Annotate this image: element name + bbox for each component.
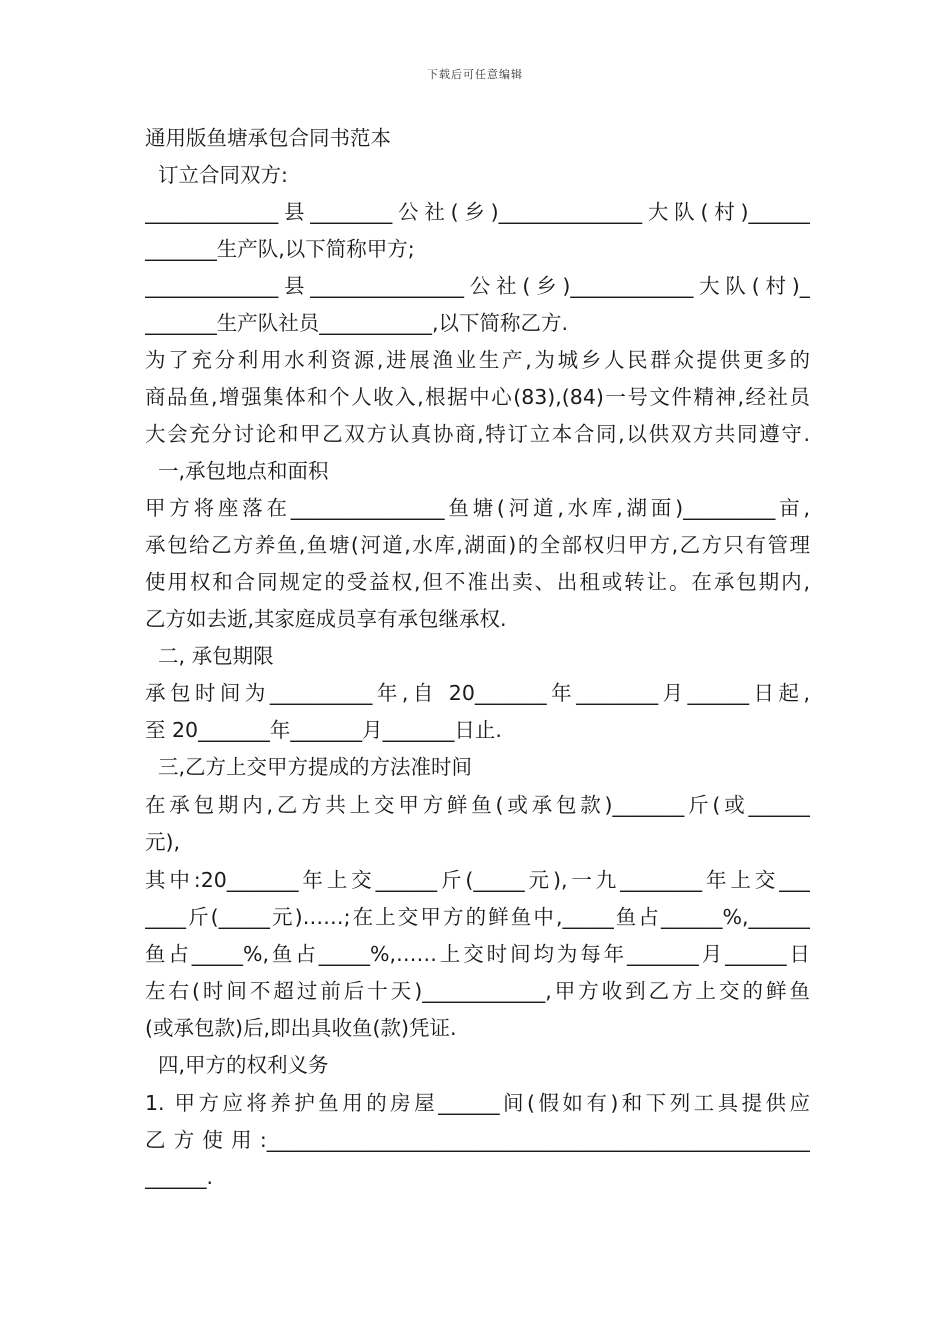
section-4-heading: 四,甲方的权利义务 — [145, 1053, 329, 1077]
section-3-line-3: 其中:20_______年上交______斤(_____元),一九________年上交___ — [145, 868, 810, 892]
section-1-line-2: 承包给乙方养鱼,鱼塘(河道,水库,湖面)的全部权归甲方,乙方只有管理 — [145, 533, 810, 557]
contract-parties-heading: 订立合同双方: — [145, 163, 288, 187]
preamble-line-1: 为了充分利用水利资源,进展渔业生产,为城乡人民群众提供更多的 — [145, 348, 810, 372]
section-3-line-7: (或承包款)后,即出具收鱼(款)凭证. — [145, 1016, 457, 1040]
section-3-line-6: 左右(时间不超过前后十天)____________,甲方收到乙方上交的鲜鱼 — [145, 979, 810, 1003]
party-a-line-2: _______生产队,以下简称甲方; — [145, 237, 415, 261]
section-1-heading: 一,承包地点和面积 — [145, 459, 329, 483]
section-2-line-1: 承包时间为__________年,自 20_______年________月______日起, — [145, 681, 810, 705]
party-a-line-1: _____________县________公社(乡)______________大队(村)______ — [145, 200, 810, 224]
section-4-item-1-line-2: 乙方使用:_____________________________________________________ — [145, 1128, 810, 1152]
section-3-line-4: ____斤(_____元)……;在上交甲方的鲜鱼中,_____鱼占______%,______ — [145, 905, 810, 929]
party-b-line-2: _______生产队社员___________,以下简称乙方. — [145, 311, 569, 335]
section-4-item-1-line-1: 1. 甲方应将养护鱼用的房屋______间(假如有)和下列工具提供应 — [145, 1091, 810, 1115]
section-3-line-2: 元), — [145, 830, 181, 854]
section-2-line-2: 至 20_______年_______月_______日止. — [145, 718, 502, 742]
header-note: 下载后可任意编辑 — [427, 68, 523, 81]
preamble-line-2: 商品鱼,增强集体和个人收入,根据中心(83),(84)一号文件精神,经社员 — [145, 385, 810, 409]
section-1-line-3: 使用权和合同规定的受益权,但不准出卖、出租或转让。在承包期内, — [145, 570, 810, 594]
party-b-line-1: _____________县_______________公社(乡)____________大队(村)_ — [145, 274, 810, 298]
preamble-line-3: 大会充分讨论和甲乙双方认真协商,特订立本合同,以供双方共同遵守. — [145, 422, 810, 446]
section-3-line-5: 鱼占_____%,鱼占_____%,……上交时间均为每年_______月______日 — [145, 942, 810, 966]
section-3-heading: 三,乙方上交甲方提成的方法准时间 — [145, 755, 473, 779]
section-3-line-1: 在承包期内,乙方共上交甲方鲜鱼(或承包款)_______斤(或______ — [145, 793, 810, 817]
document-title: 通用版鱼塘承包合同书范本 — [145, 126, 391, 150]
section-4-item-1-line-3: ______. — [145, 1165, 214, 1189]
section-2-heading: 二, 承包期限 — [145, 644, 274, 668]
section-1-line-1: 甲方将座落在_______________鱼塘(河道,水库,湖面)_________亩, — [145, 496, 810, 520]
section-1-line-4: 乙方如去逝,其家庭成员享有承包继承权. — [145, 607, 507, 631]
